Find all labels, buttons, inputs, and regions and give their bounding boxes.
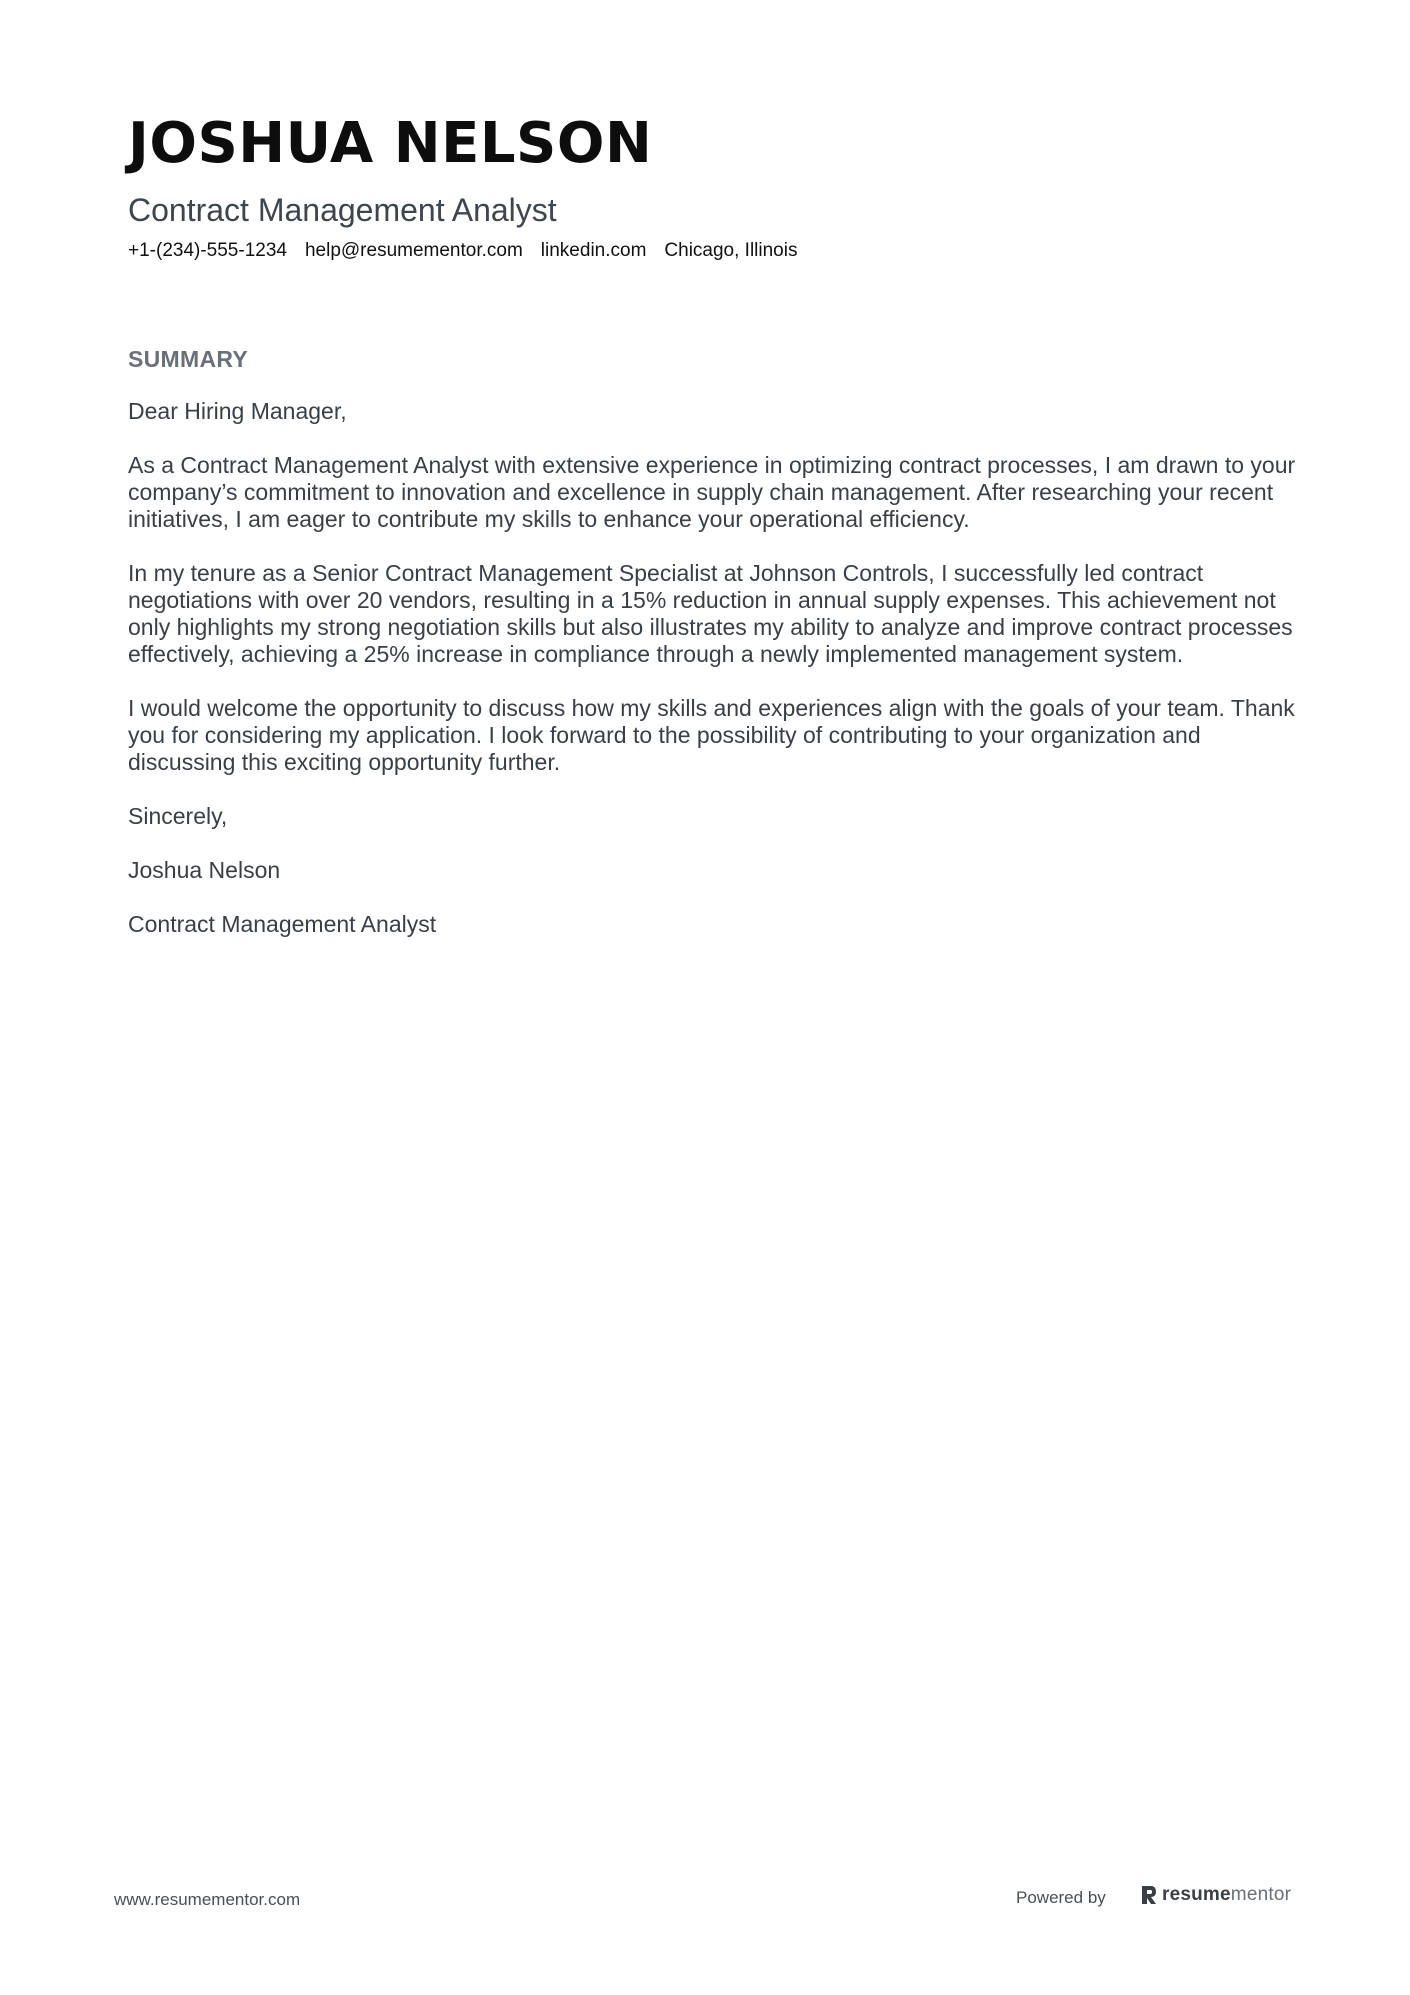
brand-wordmark-bold: resume	[1162, 1884, 1231, 1905]
contact-info	[128, 238, 1288, 264]
closing: Sincerely,	[128, 803, 228, 829]
contact-linkedin[interactable]: linkedin.com	[540, 240, 647, 261]
brand-logo[interactable]	[1140, 1884, 1291, 1906]
job-title: Contract Management Analyst	[128, 192, 557, 228]
resumementor-logo-icon	[1140, 1884, 1158, 1906]
footer-url[interactable]: www.resumementor.com	[114, 1890, 301, 1909]
contact-location: Chicago, Illinois	[664, 240, 798, 261]
letter-body	[128, 398, 1308, 938]
brand-wordmark-light: mentor	[1230, 1884, 1292, 1905]
contact-phone: +1-(234)-555-1234	[128, 240, 287, 261]
contact-email[interactable]: help@resumementor.com	[304, 240, 523, 261]
powered-by-label: Powered by	[1016, 1888, 1106, 1907]
signature-name: Joshua Nelson	[128, 857, 281, 883]
brand-wordmark	[1162, 1884, 1291, 1906]
signature-title: Contract Management Analyst	[128, 911, 437, 937]
letter-paragraph: In my tenure as a Senior Contract Management Specialist at Johnson Controls, I successfully led contract negotiations with over 20 vendors, resulting in a 15% reduction in annual supply expenses. This achievement not only highlights my strong negotiation skills but also illustrates my ability to analyze and improve contract processes effectively, achieving a 25% increase in compliance through a newly implemented management system.	[128, 560, 1293, 667]
salutation: Dear Hiring Manager,	[128, 398, 347, 424]
candidate-name: JOSHUA NELSON	[128, 111, 653, 176]
summary-section	[128, 344, 1308, 965]
section-heading-summary: SUMMARY	[128, 346, 249, 372]
letter-paragraph: I would welcome the opportunity to discuss how my skills and experiences align with the goals of your team. Thank you for considering my application. I look forward to the possibility of contributing to your organization and discussing this exciting opportunity further.	[128, 695, 1295, 775]
footer	[0, 1880, 1410, 1920]
header	[128, 108, 1288, 264]
letter-paragraph: As a Contract Management Analyst with extensive experience in optimizing contract processes, I am drawn to your company’s commitment to innovation and excellence in supply chain management. After researching your recent initiatives, I am eager to contribute my skills to enhance your operational efficiency.	[128, 452, 1296, 532]
